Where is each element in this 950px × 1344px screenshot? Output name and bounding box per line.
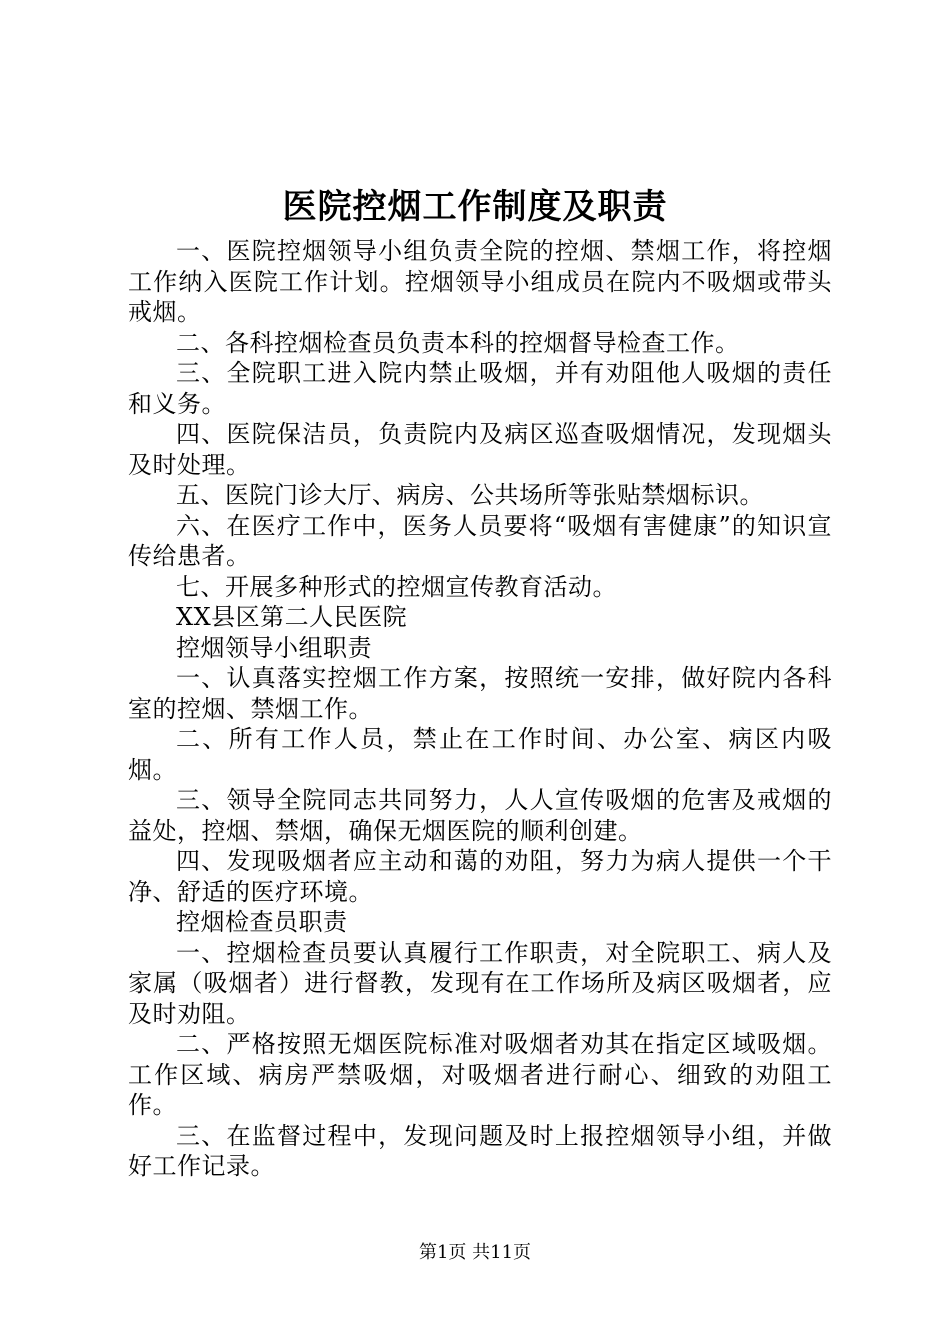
paragraph: 一、控烟检查员要认真履行工作职责，对全院职工、病人及家属（吸烟者）进行督教，发现有在工作场所及病区吸烟者，应及时劝阻。 [128,938,832,1028]
paragraph: 四、发现吸烟者应主动和蔼的劝阻，努力为病人提供一个干净、舒适的医疗环境。 [128,847,832,906]
page-footer: 第1页 共11页 [418,1242,532,1263]
paragraph: 二、严格按照无烟医院标准对吸烟者劝其在指定区域吸烟。工作区域、病房严禁吸烟，对吸烟者进行耐心、细致的劝阻工作。 [128,1030,832,1119]
paragraph: 五、医院门诊大厅、病房、公共场所等张贴禁烟标识。 [176,481,764,509]
section-heading: 控烟检查员职责 [176,908,348,936]
paragraph: 一、认真落实控烟工作方案，按照统一安排，做好院内各科室的控烟、禁烟工作。 [128,664,832,723]
section-heading: 控烟领导小组职责 [176,633,372,662]
paragraph: 一、医院控烟领导小组负责全院的控烟、禁烟工作，将控烟工作纳入医院工作计划。控烟领导小组成员在院内不吸烟或带头戒烟。 [128,237,832,326]
paragraph: 七、开展多种形式的控烟宣传教育活动。 [176,572,617,601]
paragraph: 四、医院保洁员，负责院内及病区巡查吸烟情况，发现烟头及时处理。 [128,420,832,479]
document-body [128,236,832,1182]
paragraph: 六、在医疗工作中，医务人员要将“吸烟有害健康”的知识宣传给患者。 [128,511,832,570]
paragraph: 三、全院职工进入院内禁止吸烟，并有劝阻他人吸烟的责任和义务。 [128,359,832,418]
paragraph: 三、领导全院同志共同努力，人人宣传吸烟的危害及戒烟的益处，控烟、禁烟，确保无烟医院的顺利创建。 [128,786,832,845]
paragraph: 二、所有工作人员，禁止在工作时间、办公室、病区内吸烟。 [128,725,832,784]
paragraph: 三、在监督过程中，发现问题及时上报控烟领导小组，并做好工作记录。 [128,1121,832,1180]
hospital-name: XX县区第二人民医院 [176,603,408,631]
paragraph: 二、各科控烟检查员负责本科的控烟督导检查工作。 [176,328,740,357]
document-title: 医院控烟工作制度及职责 [282,187,668,227]
